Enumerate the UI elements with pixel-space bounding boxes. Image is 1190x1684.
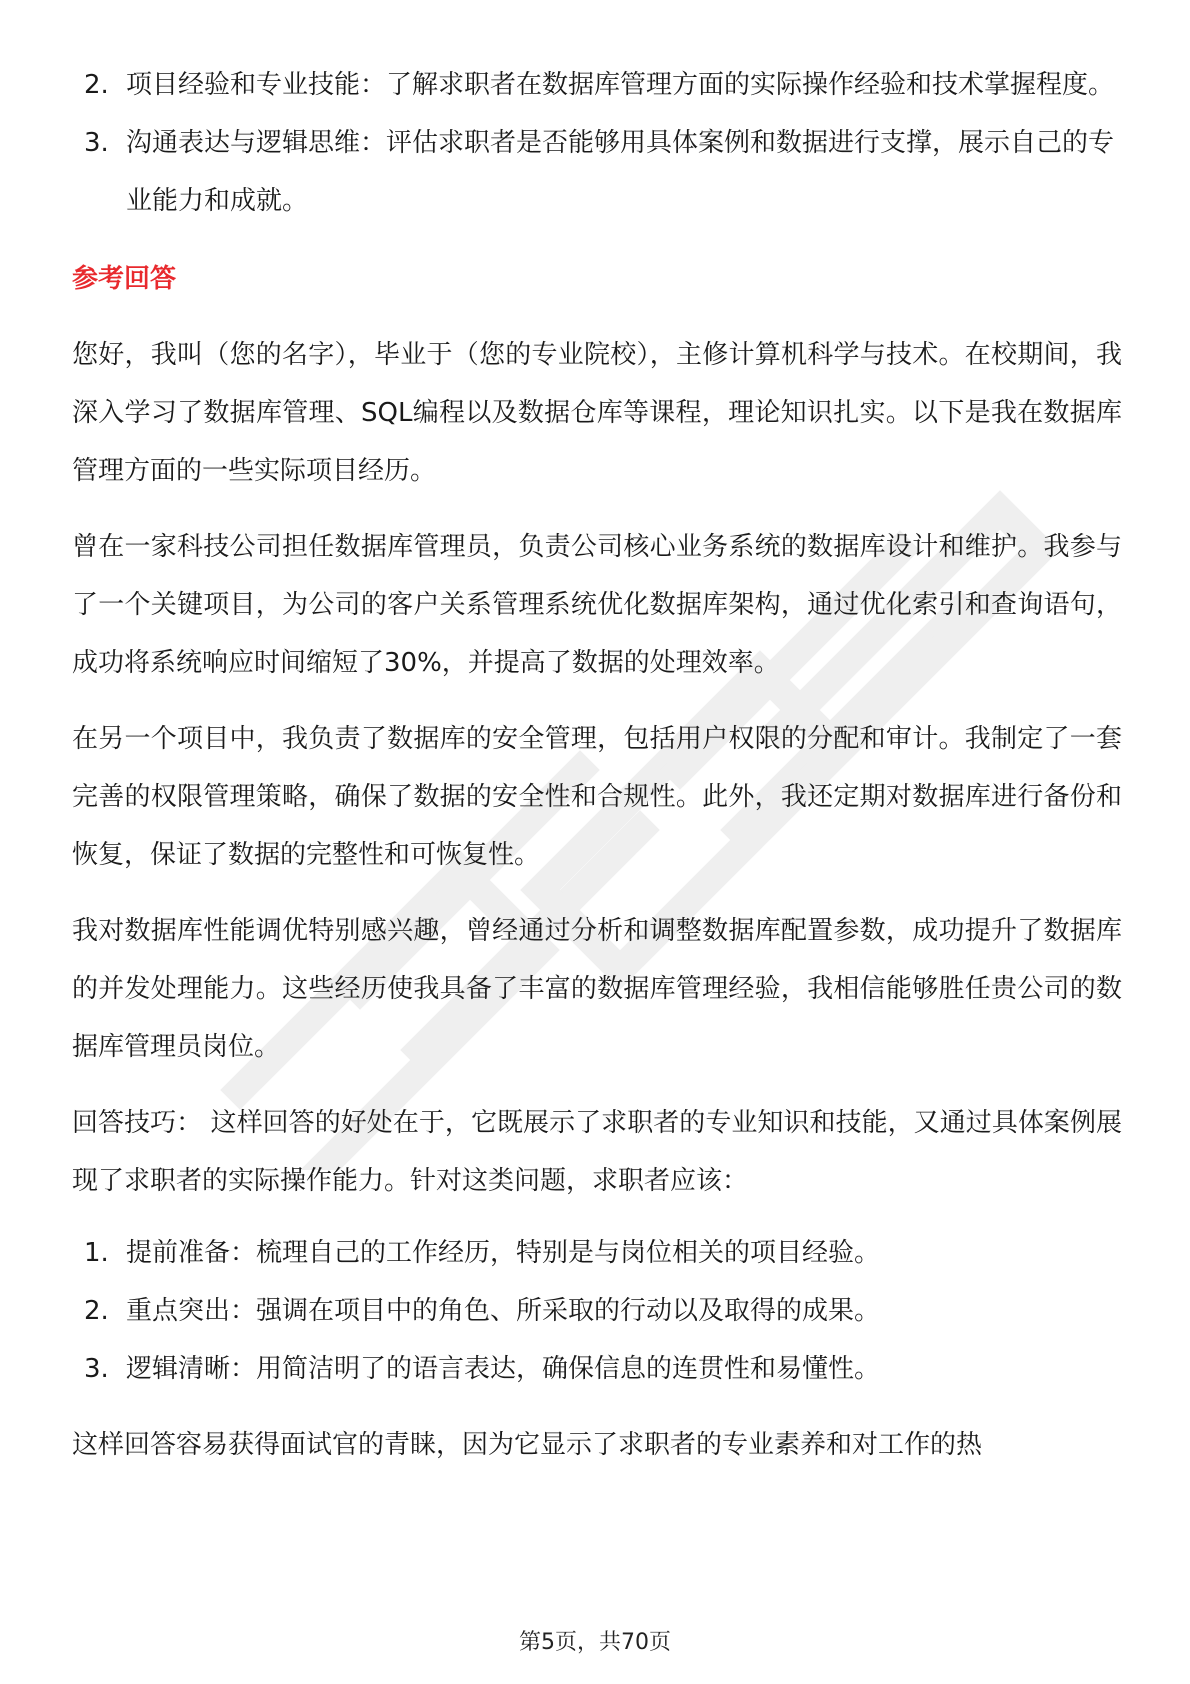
paragraph-experience: 曾在一家科技公司担任数据库管理员，负责公司核心业务系统的数据库设计和维护。我参与了一个关键项目，为公司的客户关系管理系统优化数据库架构，通过优化索引和查询语句，成功将系统响应时间缩短了30%，并提高了数据的处理效率。 (72, 532, 1122, 678)
page-footer: 第5页，共70页 (519, 1630, 671, 1655)
paragraph-closing: 这样回答容易获得面试官的青睐，因为它显示了求职者的专业素养和对工作的热 (72, 1430, 983, 1460)
list-item-title: 逻辑清晰： (126, 1354, 257, 1384)
list-item-text: 梳理自己的工作经历，特别是与岗位相关的项目经验。 (256, 1238, 881, 1268)
list-item-title: 重点突出： (126, 1296, 257, 1326)
list-item (72, 56, 1122, 114)
list-item-text: 评估求职者是否能够用具体案例和数据进行支撑，展示自己的专业能力和成就。 (126, 128, 1115, 216)
list-number: 1. (84, 1238, 109, 1268)
section-heading: 参考回答 (72, 264, 177, 294)
paragraph-tips-intro: 回答技巧： 这样回答的好处在于，它既展示了求职者的专业知识和技能，又通过具体案例展现了求职者的实际操作能力。针对这类问题，求职者应该： (72, 1108, 1122, 1196)
list-item-title: 项目经验和专业技能： (126, 70, 387, 100)
list-item-title: 沟通表达与逻辑思维： (126, 128, 387, 158)
list-item (72, 1224, 1122, 1282)
tips-list (72, 1224, 1122, 1398)
list-number: 3. (84, 128, 109, 158)
list-number: 3. (84, 1354, 109, 1384)
list-item-text: 用简洁明了的语言表达，确保信息的连贯性和易懂性。 (256, 1354, 881, 1384)
list-item (72, 1340, 1122, 1398)
list-item-text: 了解求职者在数据库管理方面的实际操作经验和技术掌握程度。 (386, 70, 1115, 100)
page-content (72, 56, 1122, 1474)
list-item-text: 强调在项目中的角色、所采取的行动以及取得的成果。 (256, 1296, 881, 1326)
list-item (72, 1282, 1122, 1340)
list-item (72, 114, 1122, 230)
paragraph-security: 在另一个项目中，我负责了数据库的安全管理，包括用户权限的分配和审计。我制定了一套完善的权限管理策略，确保了数据的安全性和合规性。此外，我还定期对数据库进行备份和恢复，保证了数据的完整性和可恢复性。 (72, 724, 1122, 870)
list-item-title: 提前准备： (126, 1238, 257, 1268)
evaluation-points-list (72, 56, 1122, 230)
list-number: 2. (84, 70, 109, 100)
paragraph-intro: 您好，我叫（您的名字），毕业于（您的专业院校），主修计算机科学与技术。在校期间，我深入学习了数据库管理、SQL编程以及数据仓库等课程，理论知识扎实。以下是我在数据库管理方面的一些实际项目经历。 (72, 340, 1122, 486)
list-number: 2. (84, 1296, 109, 1326)
paragraph-tuning: 我对数据库性能调优特别感兴趣，曾经通过分析和调整数据库配置参数，成功提升了数据库的并发处理能力。这些经历使我具备了丰富的数据库管理经验，我相信能够胜任贵公司的数据库管理员岗位。 (72, 916, 1122, 1062)
